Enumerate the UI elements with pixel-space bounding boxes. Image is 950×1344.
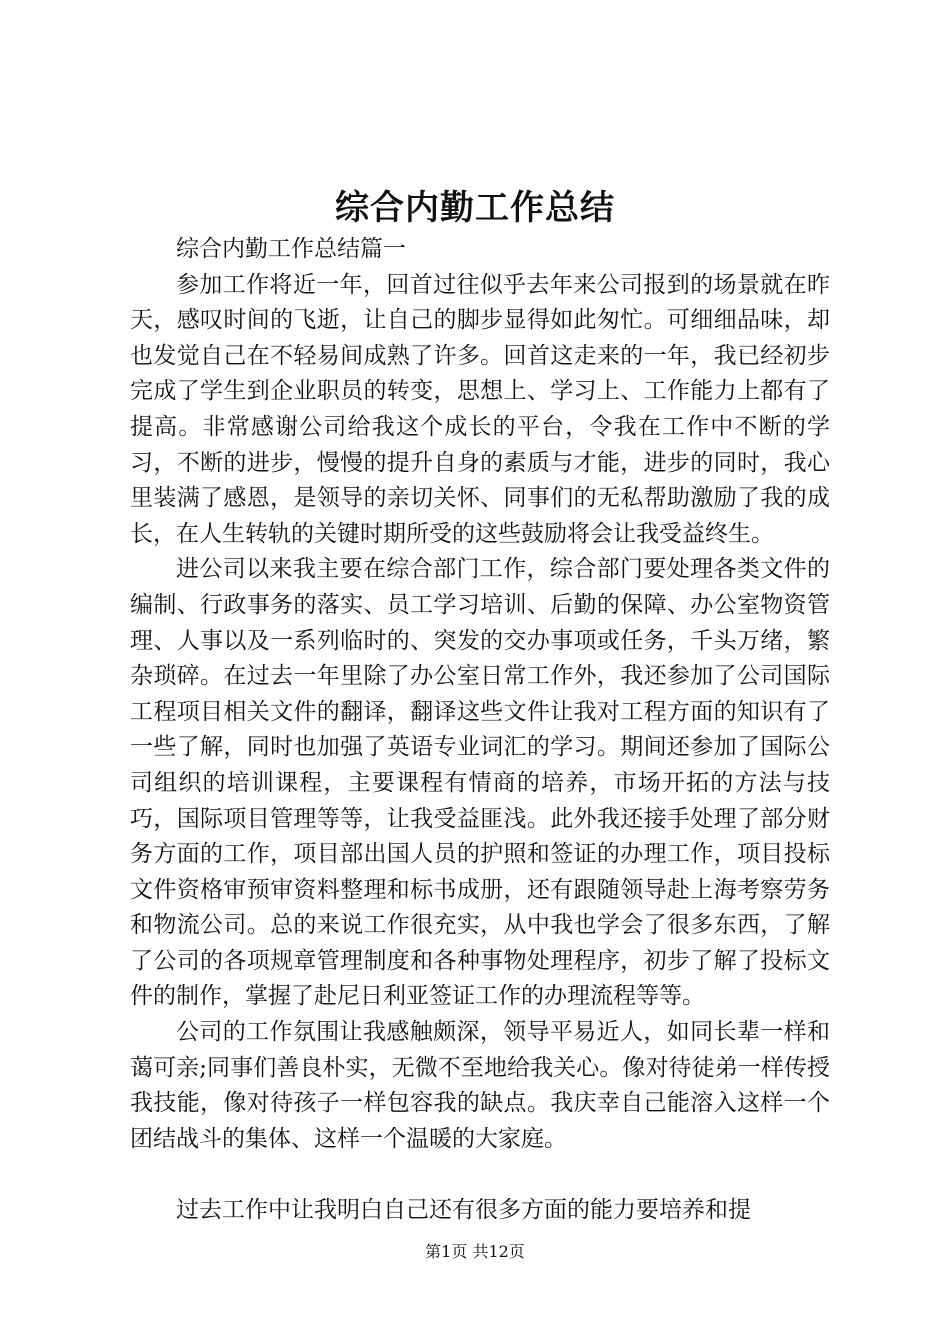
paragraph-4: 过去工作中让我明白自己还有很多方面的能力要培养和提 — [176, 1197, 751, 1224]
section-heading: 综合内勤工作总结篇一 — [176, 236, 406, 262]
paragraph-1: 参加工作将近一年，回首过往似乎去年来公司报到的场景就在昨天，感叹时间的飞逝，让自己的脚步显得如此匆忙。可细细品味，却也发觉自己在不轻易间成熟了许多。回首这走来的一年，我已经初步完成了学生到企业职员的转变，思想上、学习上、工作能力上都有了提高。非常感谢公司给我这个成长的平台，令我在工作中不断的学习，不断的进步，慢慢的提升自身的素质与才能，进步的同时，我心里装满了感恩，是领导的亲切关怀、同事们的无私帮助激励了我的成长，在人生转轨的关键时期所受的这些鼓励将会让我受益终生。 — [130, 271, 830, 547]
paragraph-2: 进公司以来我主要在综合部门工作，综合部门要处理各类文件的编制、行政事务的落实、员工学习培训、后勤的保障、办公室物资管理、人事以及一系列临时的、突发的交办事项或任务，千头万绪，繁杂琐碎。在过去一年里除了办公室日常工作外，我还参加了公司国际工程项目相关文件的翻译，翻译这些文件让我对工程方面的知识有了一些了解，同时也加强了英语专业词汇的学习。期间还参加了国际公司组织的培训课程，主要课程有情商的培养，市场开拓的方法与技巧，国际项目管理等等，让我受益匪浅。此外我还接手处理了部分财务方面的工作，项目部出国人员的护照和签证的办理工作，项目投标文件资格审预审资料整理和标书成册，还有跟随领导赴上海考察劳务和物流公司。总的来说工作很充实，从中我也学会了很多东西，了解了公司的各项规章管理制度和各种事物处理程序，初步了解了投标文件的制作，掌握了赴尼日利亚签证工作的办理流程等等。 — [130, 556, 830, 1010]
document-body — [130, 232, 830, 1229]
paragraph-3: 公司的工作氛围让我感触颇深，领导平易近人，如同长辈一样和蔼可亲;同事们善良朴实，无微不至地给我关心。像对待徒弟一样传授我技能，像对待孩子一样包容我的缺点。我庆幸自己能溶入这样一个团结战斗的集体、这样一个温暖的大家庭。 — [130, 1019, 830, 1152]
page-footer — [0, 1240, 950, 1264]
page-number: 第1页 共12页 — [425, 1242, 525, 1261]
document-title: 综合内勤工作总结 — [335, 188, 615, 228]
